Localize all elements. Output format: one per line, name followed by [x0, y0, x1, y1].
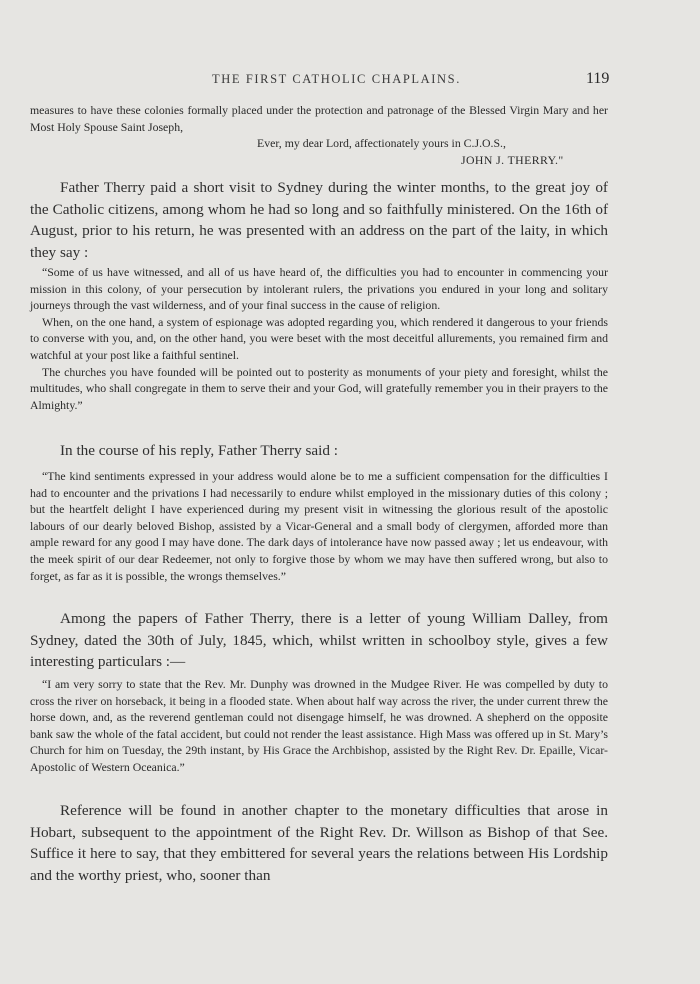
paragraph-reply — [30, 440, 608, 462]
letter-closing: Ever, my dear Lord, affectionately yours in C.J.O.S., — [257, 136, 506, 151]
address-paragraph: When, on the one hand, a system of espionage was adopted regarding you, which rendered it dangerous to your friends to converse with you, and, on the other hand, you were beset with the most deceitful allurements, you remained firm and watchful at your post like a faithful sentinel. — [30, 314, 608, 362]
reply-quote-text: “The kind sentiments expressed in your address would alone be to me a sufficient compensation for the difficulties I had to encounter and the privations I had necessarily to endure whilst employed in the missionary duties of this colony ; but the heartfelt delight I have experienced during my present visit in witnessing the glorious result of the apostolic labours of our dearly beloved Bishop, assisted by a Vicar-General and a small body of clergymen, afforded more than ample reward for any good I may have done. The dark days of intolerance have now passed away ; let us endeavour, with the meek spirit of our dear Redeemer, not only to forgive those by whom we may have then suffered wrong, but also to forget, as far as it is possible, the wrongs themselves.” — [30, 469, 608, 583]
dalley-letter-quote — [30, 676, 608, 776]
address-paragraph: The churches you have founded will be pointed out to posterity as monuments of your piety and foresight, whilst the multitudes, who shall congregate in them to serve their and your God, will gratefully remember you in their prayers to the Almighty.” — [30, 364, 608, 412]
letter-end — [30, 102, 608, 168]
paragraph-reply-text: In the course of his reply, Father Therry said : — [60, 442, 338, 459]
paragraph-reference — [30, 800, 608, 886]
paragraph-visit — [30, 177, 608, 263]
reply-quote — [30, 468, 608, 584]
address-paragraph: “Some of us have witnessed, and all of us have heard of, the difficulties you had to encounter in commencing your mission in this colony, of your persecution by intolerant rulers, the privations you endured in your long and solitary journeys through the vast wilderness, and of your final success in the cause of religion. — [30, 265, 608, 313]
paragraph-papers-text: Among the papers of Father Therry, there is a letter of young William Dalley, from Sydney, dated the 30th of July, 1845, which, whilst written in schoolboy style, gives a few interesting particulars :— — [30, 610, 608, 671]
running-title: THE FIRST CATHOLIC CHAPLAINS. — [212, 72, 461, 86]
page-header — [0, 70, 700, 90]
paragraph-reference-text: Reference will be found in another chapter to the monetary difficulties that arose in Hobart, subsequent to the appointment of the Right Rev. Dr. Willson as Bishop of that See. Suffice it here to say, that they embittered for several years the relations between His Lordship and the worthy priest, who, sooner than — [30, 802, 608, 884]
paragraph-papers — [30, 608, 608, 673]
letter-end-text: measures to have these colonies formally placed under the protection and patronage of the Blessed Virgin Mary and her Most Holy Spouse Saint Joseph, — [30, 103, 608, 134]
dalley-letter-text: “I am very sorry to state that the Rev. Mr. Dunphy was drowned in the Mudgee River. He was compelled by duty to cross the river on horseback, it being in a flooded state. When about half way across the river, the under current threw the horse down, and, as the reverend gentleman could not disengage himself, he was drowned. A shepherd on the opposite bank saw the whole of the fatal accident, but could not render the least assistance. High Mass was offered up in St. Mary’s Church for him on Tuesday, the 29th instant, by His Grace the Archbishop, assisted by the Right Rev. Dr. Epaille, Vicar-Apostolic of Western Oceanica.” — [30, 677, 608, 774]
page-number: 119 — [586, 70, 610, 87]
letter-signature: JOHN J. THERRY." — [461, 152, 564, 167]
paragraph-visit-text: Father Therry paid a short visit to Sydney during the winter months, to the great joy of the Catholic citizens, among whom he had so long and so faithfully ministered. On the 16th of August, prior to his return, he was presented with an address on the part of the laity, in which they say : — [30, 179, 608, 261]
address-quote — [30, 264, 608, 413]
